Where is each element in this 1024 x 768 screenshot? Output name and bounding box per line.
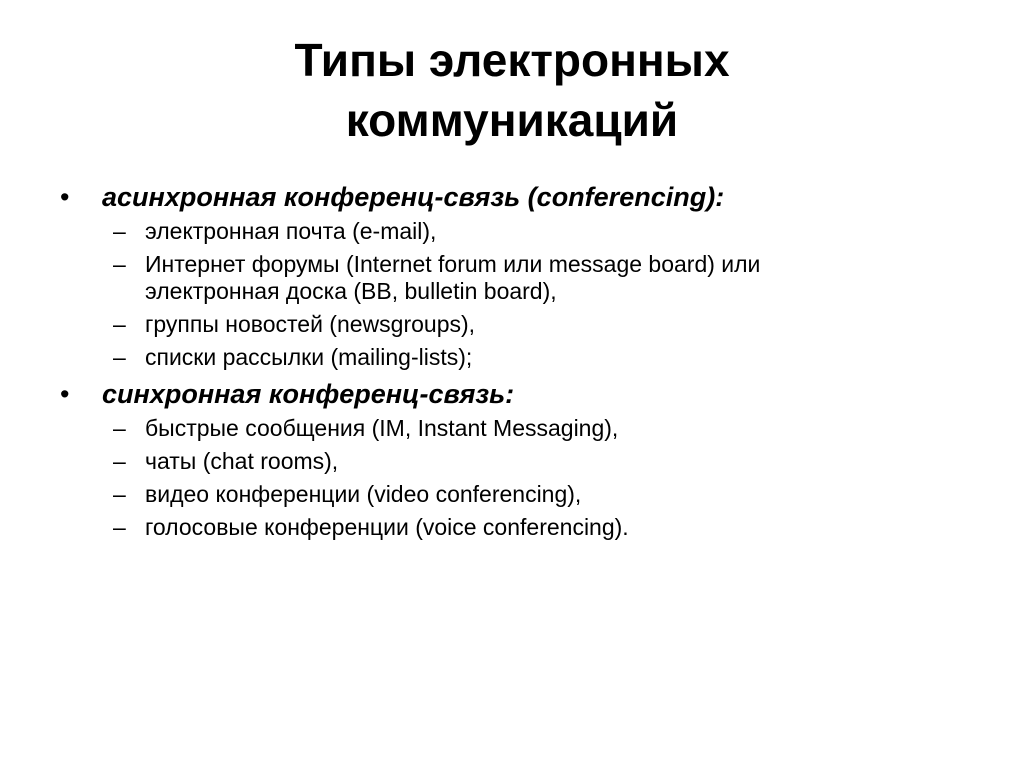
list-item-text: группы новостей (newsgroups), [145,311,476,337]
dash-icon: – [113,311,126,337]
list-item [60,218,960,245]
list-item [60,481,960,508]
list-item-text: Интернет форумы (Internet forum или message board) или [145,251,761,277]
list-item [60,514,960,541]
list-item [60,344,960,371]
list-item-text: чаты (chat rooms), [145,448,339,474]
async-list [60,218,960,371]
list-item-text: быстрые сообщения (IM, Instant Messaging), [145,415,619,441]
section-heading-sync [60,377,960,411]
list-item [60,415,960,442]
section-heading-async-text: асинхронная конференц-связь (conferencing): [102,182,725,212]
slide-title-line-2: коммуникаций [345,94,679,146]
section-heading-sync-text: синхронная конференц-связь: [102,379,515,409]
list-item [60,251,960,305]
bullet-icon: • [60,379,70,409]
section-heading-async [60,180,960,214]
dash-icon: – [113,415,126,441]
dash-icon: – [113,448,126,474]
list-item-text: видео конференции (video conferencing), [145,481,582,507]
dash-icon: – [113,344,126,370]
list-item [60,311,960,338]
dash-icon: – [113,251,126,277]
dash-icon: – [113,218,126,244]
dash-icon: – [113,481,126,507]
dash-icon: – [113,514,126,540]
slide-title-line-1: Типы электронных [294,34,730,86]
bullet-icon: • [60,182,70,212]
list-item-text: голосовые конференции (voice conferencing). [145,514,629,540]
list-item-text-continued: электронная доска (BB, bulletin board), [145,278,557,304]
slide-title [0,30,1024,150]
list-item-text: электронная почта (e-mail), [145,218,437,244]
list-item [60,448,960,475]
slide-content [60,180,960,547]
sync-list [60,415,960,541]
list-item-text: списки рассылки (mailing-lists); [145,344,473,370]
